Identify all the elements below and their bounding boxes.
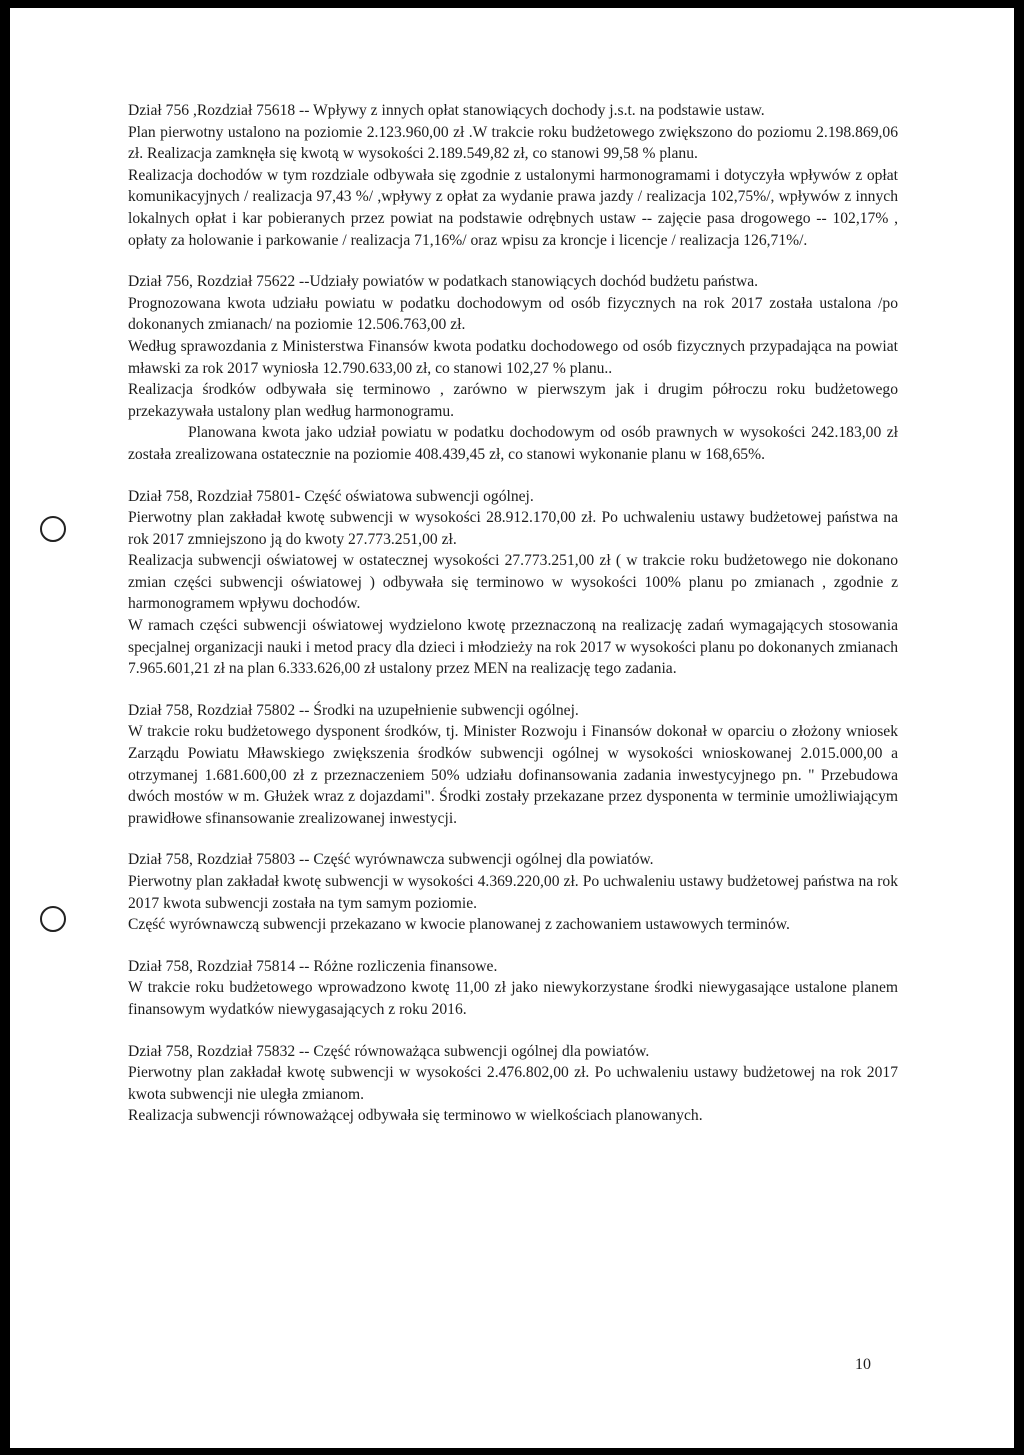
paragraph: W ramach części subwencji oświatowej wydzielono kwotę przeznaczoną na realizację zadań wymagających stosowania specjalnej organizacji nauki i metod pracy dla dzieci i młodzieży na rok 2017 w wysokości planu po dokonanych zmianach 7.965.601,21 zł na plan 6.333.626,00 zł ustalony przez MEN na realizację tego zadania.	[128, 617, 898, 678]
section-heading: Dział 758, Rozdział 75802 -- Środki na uzupełnienie subwencji ogólnej.	[128, 701, 579, 719]
section-heading: Dział 758, Rozdział 75832 -- Część równoważąca subwencji ogólnej dla powiatów.	[128, 1042, 650, 1060]
paragraph: Pierwotny plan zakładał kwotę subwencji w wysokości 28.912.170,00 zł. Po uchwaleniu ustawy budżetowej państwa na rok 2017 zmniejszono ją do kwoty 27.773.251,00 zł.	[128, 509, 898, 548]
paragraph: W trakcie roku budżetowego wprowadzono kwotę 11,00 zł jako niewykorzystane środki niewygasające ustalone planem finansowym wydatków niewygasających z roku 2016.	[128, 979, 898, 1018]
section-heading: Dział 758, Rozdział 75801- Część oświatowa subwencji ogólnej.	[128, 487, 534, 505]
paragraph: Realizacja subwencji oświatowej w ostatecznej wysokości 27.773.251,00 zł ( w trakcie roku budżetowego nie dokonano zmian części subwencji oświatowej ) odbywała się terminowo w wysokości 100% planu po zmianach , zgodnie z harmonogramem wpływu dochodów.	[128, 552, 898, 613]
paragraph: W trakcie roku budżetowego dysponent środków, tj. Minister Rozwoju i Finansów dokonał w oparciu o złożony wniosek Zarządu Powiatu Mławskiego zwiększenia środków subwencji ogólnej w wysokości wnioskowanej 2.015.000,00 a otrzymanej 1.681.600,00 zł z przeznaczeniem 50% udziału dofinansowania zadania inwestycyjnego pn. " Przebudowa dwóch mostów w m. Głużek wraz z dojazdami". Środki zostały przekazane przez dysponenta w terminie umożliwiającym prawidłowe sfinansowanie zrealizowanej inwestycji.	[128, 723, 898, 827]
paragraph: Pierwotny plan zakładał kwotę subwencji w wysokości 2.476.802,00 zł. Po uchwaleniu ustawy budżetowej na rok 2017 kwota subwencji nie uległa zmianom.	[128, 1064, 898, 1103]
punch-hole	[40, 906, 66, 932]
paragraph: Planowana kwota jako udział powiatu w podatku dochodowym od osób prawnych w wysokości 242.183,00 zł została zrealizowana ostatecznie na poziomie 408.439,45 zł, co stanowi wykonanie planu w 168,65%.	[128, 424, 898, 463]
page-number: 10	[855, 1356, 871, 1373]
paragraph: Według sprawozdania z Ministerstwa Finansów kwota podatku dochodowego od osób fizycznych przypadająca na powiat mławski za rok 2017 wyniosła 12.790.633,00 zł, co stanowi 102,27 % planu..	[128, 337, 898, 377]
body-text	[128, 100, 898, 1127]
paragraph: Realizacja środków odbywała się terminowo , zarówno w pierwszym jak i drugim półroczu roku budżetowego przekazywała ustalony plan według harmonogramu.	[128, 381, 898, 420]
section-heading: Dział 758, Rozdział 75814 -- Różne rozliczenia finansowe.	[128, 957, 498, 975]
paragraph: Pierwotny plan zakładał kwotę subwencji w wysokości 4.369.220,00 zł. Po uchwaleniu ustawy budżetowej państwa na rok 2017 kwota subwencji została na tym samym poziomie.	[128, 873, 898, 912]
paragraph: Prognozowana kwota udziału powiatu w podatku dochodowym od osób fizycznych na rok 2017 została ustalona /po dokonanych zmianach/ na poziomie 12.506.763,00 zł.	[128, 294, 898, 334]
section-heading: Dział 756, Rozdział 75622 --Udziały powiatów w podatkach stanowiących dochód budżetu państwa.	[128, 273, 759, 291]
paragraph: Realizacja dochodów w tym rozdziale odbywała się zgodnie z ustalonymi harmonogramami i dotyczyła wpływów z opłat komunikacyjnych / realizacja 97,43 %/ ,wpływy z opłat za wydanie prawa jazdy / realizacja 102,75%/, wpływów z innych lokalnych opłat i kar pobieranych przez powiat na podstawie odrębnych ustaw -- zajęcie pasa drogowego -- 102,17% , opłaty za holowanie i parkowanie / realizacja 71,16%/ oraz wpisu za kroncje i licencje / realizacja 126,71%/.	[128, 166, 898, 249]
paragraph: Realizacja subwencji równoważącej odbywała się terminowo w wielkościach planowanych.	[128, 1107, 703, 1125]
section-heading: Dział 756 ,Rozdział 75618 -- Wpływy z innych opłat stanowiących dochody j.s.t. na podstawie ustaw.	[128, 102, 765, 119]
paragraph: Plan pierwotny ustalono na poziomie 2.123.960,00 zł .W trakcie roku budżetowego zwiększono do poziomu 2.198.869,06 zł. Realizacja zamknęła się kwotą w wysokości 2.189.549,82 zł, co stanowi 99,58 % planu.	[128, 123, 898, 163]
paragraph: Część wyrównawczą subwencji przekazano w kwocie planowanej z zachowaniem ustawowych terminów.	[128, 916, 790, 934]
punch-hole	[40, 516, 66, 542]
section-heading: Dział 758, Rozdział 75803 -- Część wyrównawcza subwencji ogólnej dla powiatów.	[128, 851, 654, 869]
